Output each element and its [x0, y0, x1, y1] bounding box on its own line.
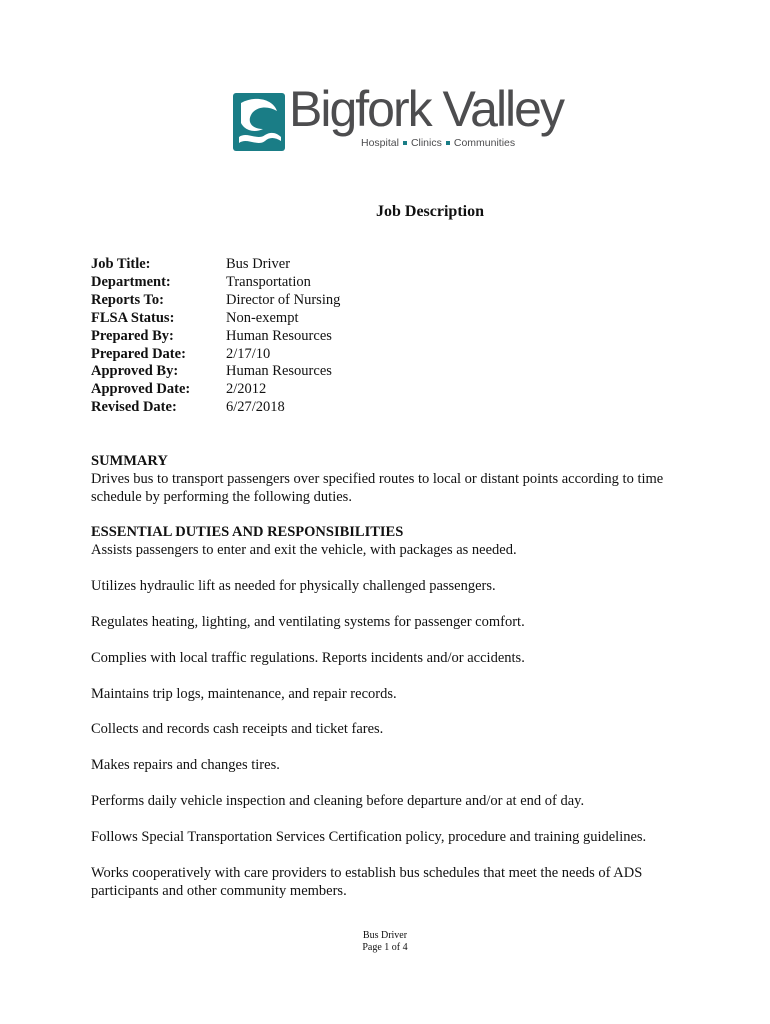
- logo-brand-name: Bigfork Valley: [289, 81, 563, 137]
- duty-item: Collects and records cash receipts and ticket fares.: [91, 721, 384, 738]
- info-label: Approved By:: [91, 363, 179, 380]
- info-row-revised-date: [91, 399, 340, 417]
- duty-item: Regulates heating, lighting, and ventilating systems for passenger comfort.: [91, 613, 525, 630]
- info-label: FLSA Status:: [91, 309, 175, 326]
- duty-item: Complies with local traffic regulations. Reports incidents and/or accidents.: [91, 649, 525, 666]
- info-row-flsa-status: [91, 310, 340, 328]
- info-value: Non-exempt: [226, 309, 299, 326]
- info-label: Prepared By:: [91, 327, 174, 344]
- info-value: 2/2012: [226, 381, 267, 398]
- info-label: Revised Date:: [91, 399, 177, 416]
- duty-item: Assists passengers to enter and exit the vehicle, with packages as needed.: [91, 541, 517, 558]
- footer-page-number: Page 1 of 4: [362, 942, 408, 953]
- tagline-hospital: Hospital: [361, 137, 399, 149]
- info-row-approved-date: [91, 381, 340, 399]
- info-row-prepared-by: [91, 328, 340, 346]
- info-value: Transportation: [226, 273, 311, 290]
- duty-item: Maintains trip logs, maintenance, and repair records.: [91, 685, 397, 702]
- duty-item: Follows Special Transportation Services Certification policy, procedure and training guidelines.: [91, 829, 647, 846]
- info-value: 2/17/10: [226, 345, 271, 362]
- tagline-separator: [403, 141, 407, 145]
- info-row-department: [91, 274, 340, 292]
- summary-text: Drives bus to transport passengers over specified routes to local or distant points according to time schedule by performing the following duties.: [91, 470, 664, 505]
- page-footer: [0, 930, 770, 954]
- document-title: Job Description: [376, 203, 484, 220]
- info-row-job-title: [91, 256, 340, 274]
- duty-item: Utilizes hydraulic lift as needed for physically challenged passengers.: [91, 577, 496, 594]
- info-value: Human Resources: [226, 363, 332, 380]
- tagline-separator: [446, 141, 450, 145]
- info-label: Reports To:: [91, 291, 164, 308]
- info-label: Prepared Date:: [91, 345, 186, 362]
- info-label: Approved Date:: [91, 381, 191, 398]
- info-label: Job Title:: [91, 256, 151, 272]
- logo-tagline: [361, 138, 515, 149]
- duty-item: Works cooperatively with care providers to establish bus schedules that meet the needs of ADS participants and other community members.: [91, 865, 643, 899]
- duty-item: Performs daily vehicle inspection and cleaning before departure and/or at end of day.: [91, 793, 585, 810]
- tagline-communities: Communities: [453, 137, 516, 149]
- info-value: Bus Driver: [226, 256, 291, 272]
- duties-heading: ESSENTIAL DUTIES AND RESPONSIBILITIES: [91, 524, 404, 540]
- info-value: Director of Nursing: [226, 291, 341, 308]
- duty-item: Makes repairs and changes tires.: [91, 757, 280, 774]
- summary-heading: SUMMARY: [91, 453, 168, 469]
- footer-doc-name: Bus Driver: [362, 930, 408, 941]
- info-value: Human Resources: [226, 327, 332, 344]
- summary-section: [91, 453, 681, 507]
- info-label: Department:: [91, 273, 171, 290]
- tagline-clinics: Clinics: [410, 137, 442, 149]
- info-row-prepared-date: [91, 346, 340, 364]
- info-row-reports-to: [91, 292, 340, 310]
- job-info-table: [91, 256, 340, 417]
- bigfork-valley-logo: [233, 81, 563, 154]
- duties-section: [91, 524, 691, 919]
- info-value: 6/27/2018: [226, 399, 285, 416]
- info-row-approved-by: [91, 363, 340, 381]
- logo-mark-icon: [233, 93, 285, 151]
